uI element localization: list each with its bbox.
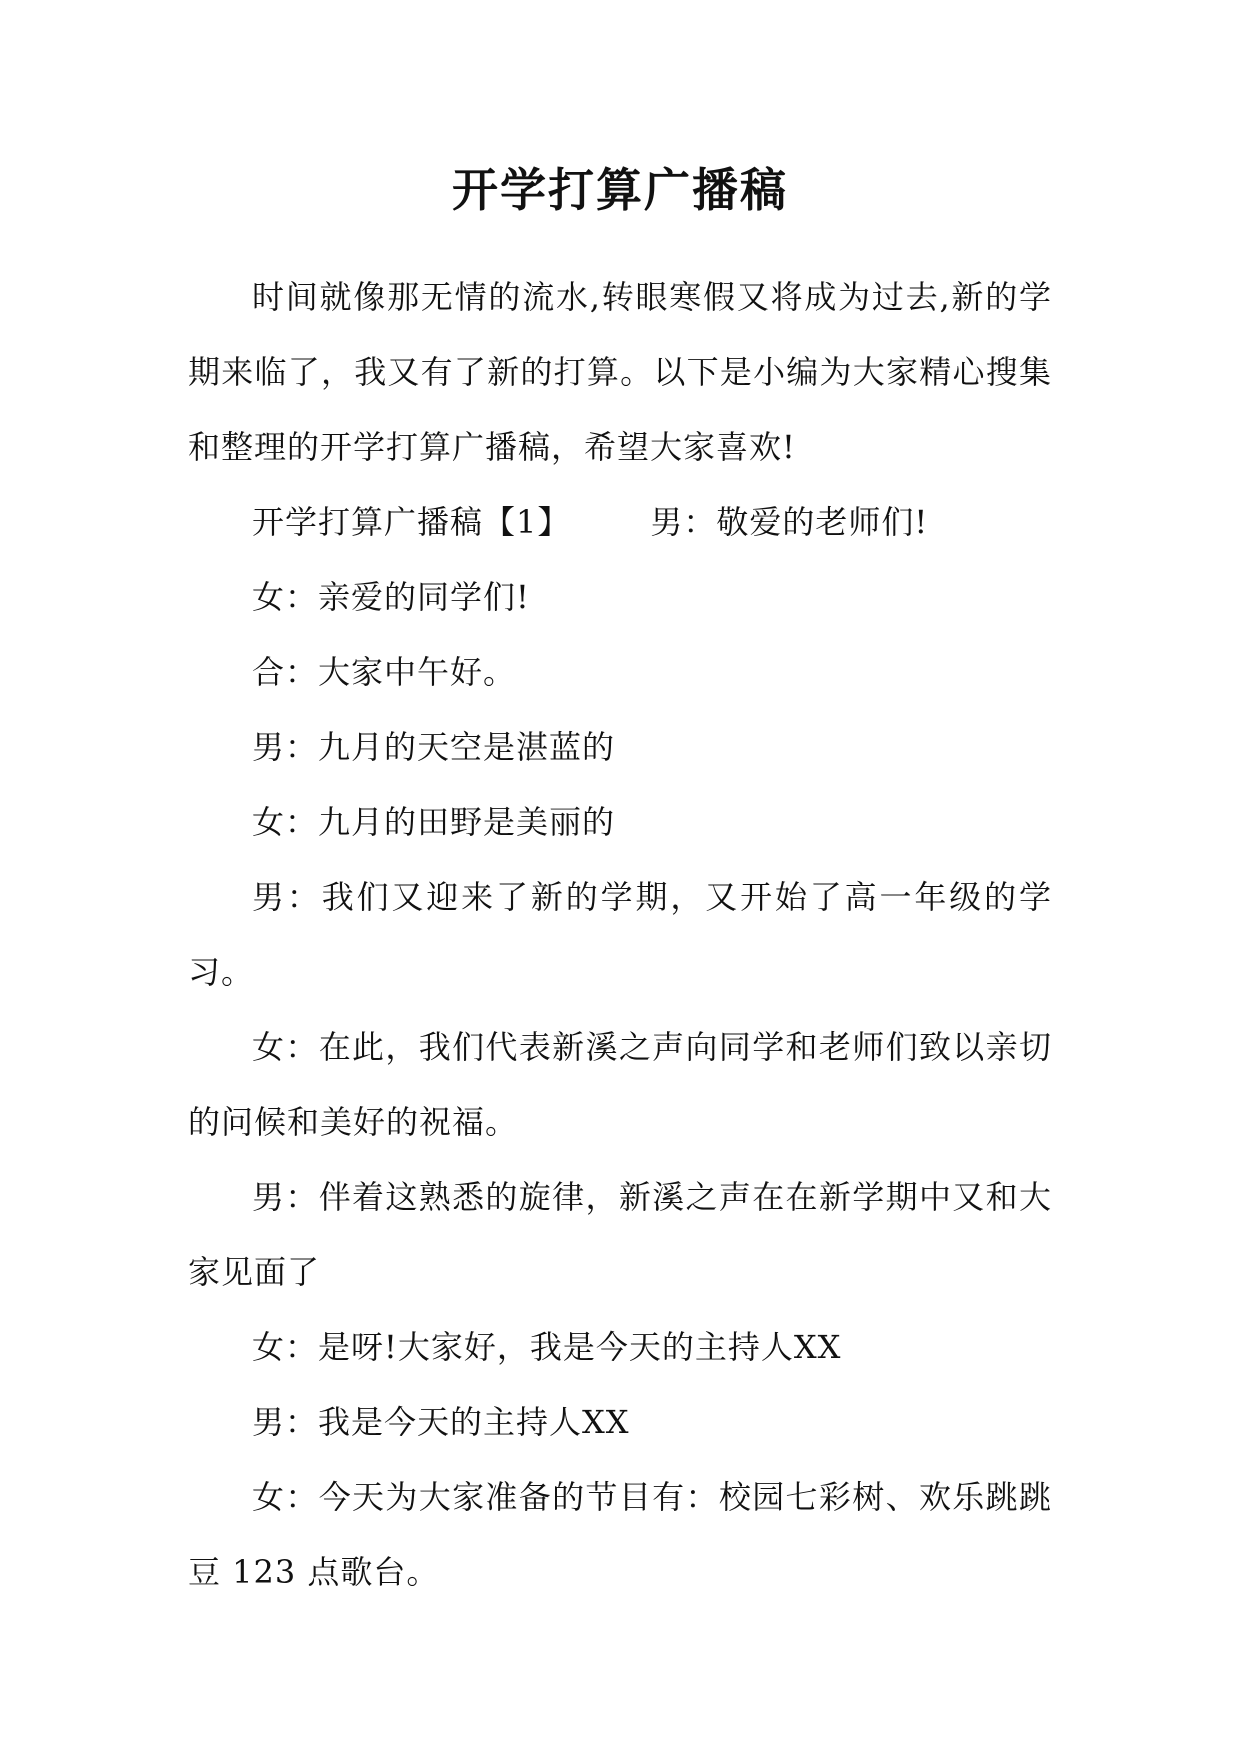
dialogue-line: 女：在此，我们代表新溪之声向同学和老师们致以亲切的问候和美好的祝福。	[188, 1028, 1052, 1141]
dialogue-line: 男：我是今天的主持人XX	[252, 1403, 630, 1441]
dialogue-line: 女：今天为大家准备的节目有：校园七彩树、欢乐跳跳豆 123 点歌台。	[188, 1478, 1052, 1591]
section-heading: 开学打算广播稿【1】	[252, 503, 571, 541]
section-heading-row	[188, 485, 1052, 560]
dialogue-line: 男：伴着这熟悉的旋律，新溪之声在在新学期中又和大家见面了	[188, 1178, 1052, 1291]
dialogue-line: 男：我们又迎来了新的学期，又开始了高一年级的学习。	[188, 878, 1052, 991]
dialogue-line: 女：九月的田野是美丽的	[252, 803, 616, 841]
document-title: 开学打算广播稿	[452, 163, 788, 217]
dialogue-line: 女：是呀!大家好，我是今天的主持人XX	[252, 1328, 842, 1366]
section-first-line: 男：敬爱的老师们!	[650, 503, 929, 541]
dialogue-line: 男：九月的天空是湛蓝的	[252, 728, 616, 766]
document-body	[188, 260, 1052, 1610]
dialogue-line: 合：大家中午好。	[252, 653, 517, 691]
intro-paragraph: 时间就像那无情的流水,转眼寒假又将成为过去,新的学期来临了，我又有了新的打算。以下是小编为大家精心搜集和整理的开学打算广播稿，希望大家喜欢!	[188, 278, 1052, 466]
dialogue-line: 女：亲爱的同学们!	[252, 578, 530, 616]
